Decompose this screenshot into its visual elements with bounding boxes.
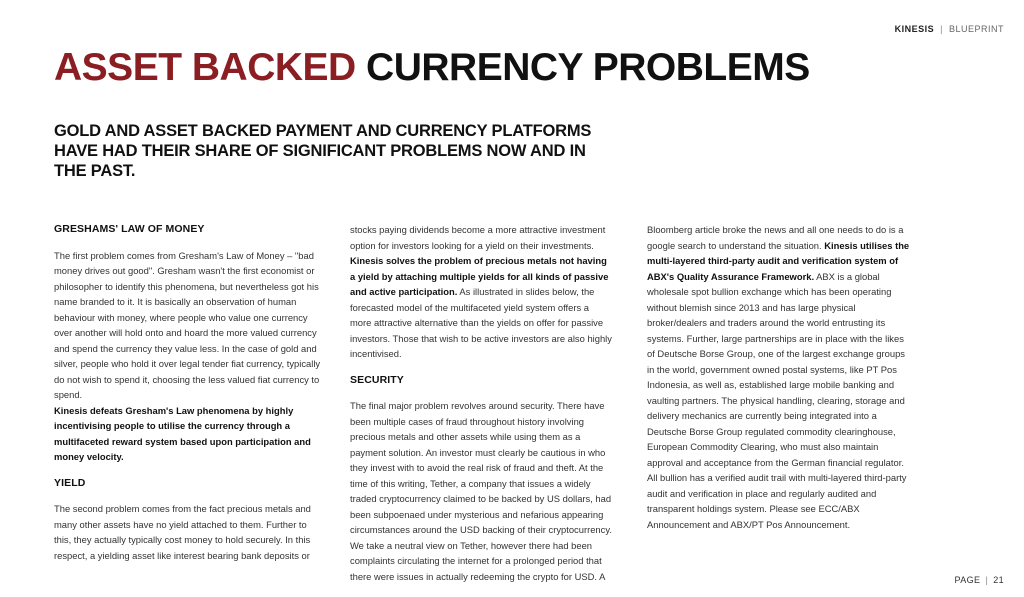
security-paragraph: The final major problem revolves around security. There have been multiple cases of fraud throughout history involving precious metals and other assets while using them as a payment solution. An investor must clearly be cautious in who they invest with to avoid the real risk of fraud and theft. At the time of this writing, Tether, a company that issues a widely traded cryptocurrency claimed to be backed by US dollars, had been subpoenaed under mysterious and nefarious appearing circumstances around the USD backing of their cryptocurrency. We take a neutral view on Tether, however there had been complaints circulating the internet for a prolonged period that there were issues in actually redeeming the crypto for USD. A (350, 400, 612, 582)
column-left (54, 222, 322, 563)
heading-security: SECURITY (350, 373, 404, 386)
security-rest-text: ABX is a global wholesale spot bullion exchange which has been operating without blemish since 2013 and has large physical broker/dealers and traders around the world entrusting its systems. Further, large partnerships are in place with the likes of Deutsche Borse Group, one of the largest exchange groups in the world, government owned postal systems, like PT Pos Indonesia, as well as, established large mobile banking and vaulting partners. The physical handling, clearing, storage and delivery mechanics are currently being integrated into a Deutsche Borse Group regulated commodity clearinghouse, European Commodity Clearing, who must also maintain approval and acceptance from the German financial regulator. All bullion has a verified audit trail with multi-layered third-party audit and verification in place and regularly audited and transparent holdings system. Please see ECC/ABX Announcement and ABX/PT Pos Announcement. (647, 270, 907, 530)
page-label: PAGE (954, 575, 981, 585)
column-middle (350, 222, 612, 584)
heading-yield: YIELD (54, 476, 86, 489)
page-number (954, 575, 1004, 585)
greshams-paragraph: The first problem comes from Gresham's Law of Money – "bad money drives out good". Gresham wasn't the first economist or philosopher to identify this phenomena, but nevertheless got his name branded to it. It is basically an observation of human behaviour with money, where people who value one currency over another will hold onto and hoard the more valued currency and spend the currency they value less. In the case of gold and silver, people who hold it over legal tender fiat currency, typically do not wish to spend it, choosing the less valued fiat currency to spend. (54, 249, 321, 400)
brand-section: BLUEPRINT (948, 24, 1004, 34)
page-separator: | (985, 575, 989, 585)
header-brand (895, 24, 1004, 34)
page-subtitle: GOLD AND ASSET BACKED PAYMENT AND CURRENCY PLATFORMS HAVE HAD THEIR SHARE OF SIGNIFICANT PROBLEMS NOW AND IN THE PAST. (54, 122, 592, 180)
page-title (54, 40, 810, 96)
column-right (647, 222, 911, 532)
greshams-bold-text: Kinesis defeats Gresham's Law phenomena by highly incentivising people to utilise the currency through a multifaceted reward system based upon participation and money velocity. (54, 404, 311, 462)
yield-paragraph: The second problem comes from the fact precious metals and many other assets have no yield attached to them. Further to this, they actually typically cost money to hold securely. In this respect, a yielding asset like interest bearing bank deposits or (54, 503, 311, 561)
greshams-bold-paragraph (54, 403, 322, 465)
page-number-value: 21 (993, 575, 1004, 585)
brand-name: KINESIS (894, 24, 935, 34)
brand-separator: | (940, 24, 943, 34)
security-continued-text: Bloomberg article broke the news and all one needs to do is a google search to understand the situation. (647, 224, 904, 251)
yield-continued-paragraph (350, 222, 612, 362)
page-title-rest: CURRENCY PROBLEMS (366, 46, 810, 89)
security-bold-text: Kinesis utilises the multi-layered third-party audit and verification system of ABX's Quality Assurance Framework. (647, 239, 910, 282)
yield-continued-text: stocks paying dividends become a more attractive investment option for investors looking for a yield on their investments. (350, 224, 606, 251)
yield-bold-text: Kinesis solves the problem of precious metals not having a yield by attaching multiple yields for all kinds of passive and active participation. (350, 255, 609, 297)
page-title-highlight: ASSET BACKED (54, 46, 356, 89)
heading-greshams-law: GRESHAMS' LAW OF MONEY (54, 223, 205, 235)
yield-rest-text: As illustrated in slides below, the forecasted model of the multifaceted yield system offers a more attractive alternative than the yields on offer for passive investors. Those that wish to be active investors are also highly incentivised. (350, 286, 612, 359)
security-continued-paragraph (647, 222, 911, 532)
